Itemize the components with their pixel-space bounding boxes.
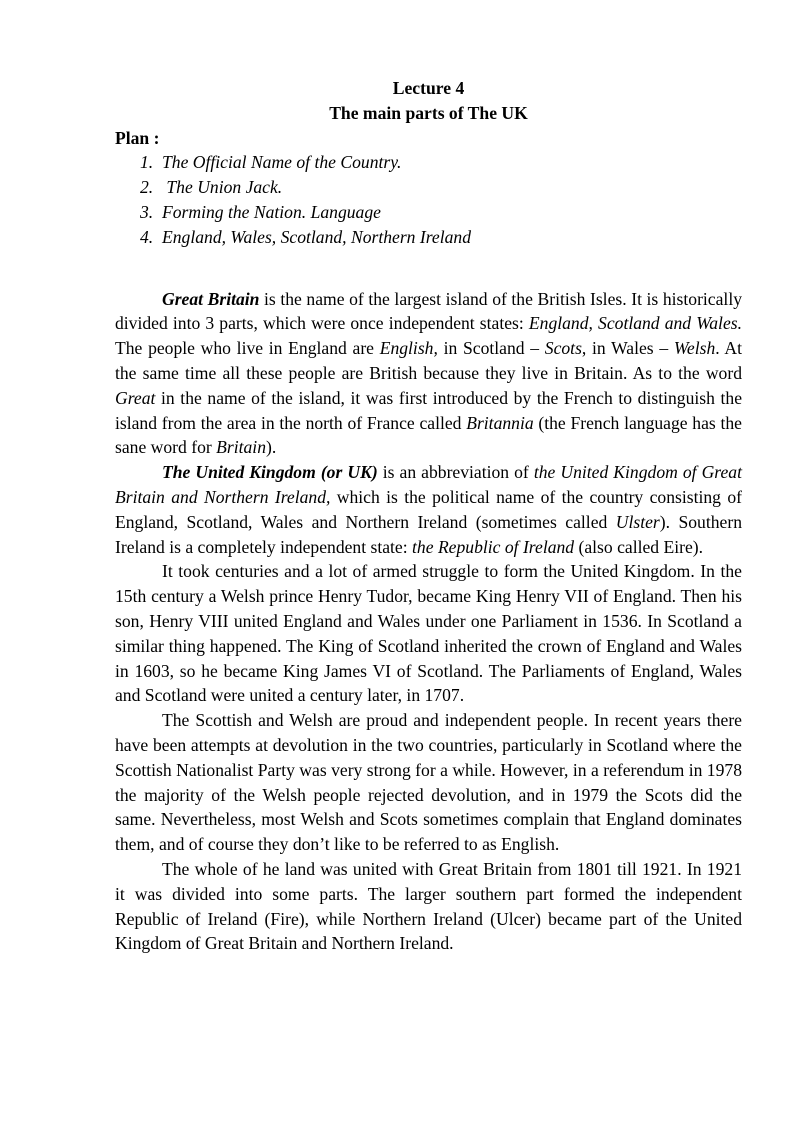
term-united-kingdom: The United Kingdom (or UK) xyxy=(162,462,378,483)
text-segment: The people who live in England are xyxy=(115,338,380,359)
emphasis-segment: the Republic of Ireland xyxy=(412,536,575,557)
paragraph-devolution xyxy=(115,708,742,857)
text-segment: . At the same time all these people are British because they live in Britain. As to the word xyxy=(115,338,742,383)
lecture-title: The main parts of The UK xyxy=(329,102,528,123)
plan-item-number: 2. xyxy=(140,177,154,198)
plan-item xyxy=(115,175,742,200)
plan-label: Plan : xyxy=(115,127,160,148)
plan-item-text: England, Wales, Scotland, Northern Ireland xyxy=(162,226,472,247)
emphasis-segment: Britain xyxy=(216,437,266,458)
text-segment: ). Southern Ireland is a completely independent state: xyxy=(115,511,742,557)
emphasis-segment: Ulster xyxy=(615,511,660,532)
text-segment: (the French language has the sane word for xyxy=(115,412,742,458)
text-segment: is an abbreviation of xyxy=(377,462,534,483)
emphasis-segment: Welsh xyxy=(673,338,716,359)
document-page xyxy=(115,76,742,956)
plan-item-number: 1. xyxy=(140,152,154,173)
text-segment: The Scottish and Welsh are proud and independent people. In recent years there have been attempts at devolution in the two countries, particularly in Scotland where the Scottish Nationalist Party was very strong for a while. However, in a referendum in 1978 the majority of the Welsh people rejected devolution, and in 1979 the Scots did the same. Nevertheless, most Welsh and Scots sometimes complain that England dominates them, and of course they don’t like to be referred to as English. xyxy=(115,710,742,855)
emphasis-segment: English, xyxy=(379,338,438,359)
plan-item-text: The Official Name of the Country. xyxy=(162,152,402,173)
emphasis-segment: Great xyxy=(115,387,156,408)
plan-item-number: 4. xyxy=(140,226,154,247)
plan-item-text: Forming the Nation. Language xyxy=(162,201,381,222)
text-segment: (also called Eire). xyxy=(574,536,704,557)
paragraph-history xyxy=(115,559,742,708)
text-segment: It took centuries and a lot of armed struggle to form the United Kingdom. In the 15th century a Welsh prince Henry Tudor, became King Henry VII of England. Then his son, Henry VIII united England and Wales under one Parliament in 1536. In Scotland a similar thing happened. The King of Scotland inherited the crown of England and Wales in 1603, so he became King James VI of Scotland. The Parliaments of England, Wales and Scotland were united a century later, in 1707. xyxy=(115,561,742,706)
text-segment: is the name of the largest island of the British Isles. It is historically divided into 3 parts, which were once independent states: xyxy=(115,288,743,334)
emphasis-segment: Scots xyxy=(544,338,582,359)
emphasis-segment: the United Kingdom of Great Britain and Northern Ireland, xyxy=(115,462,742,507)
paragraph-great-britain xyxy=(115,287,742,461)
emphasis-segment: Britannia xyxy=(466,412,534,433)
text-segment: which is the political name of the country consisting of England, Scotland, Wales and Northern Ireland (sometimes called xyxy=(115,486,742,532)
text-segment: ). xyxy=(266,437,277,458)
plan-item xyxy=(115,200,742,225)
plan-item xyxy=(115,150,742,175)
plan-item-text: The Union Jack. xyxy=(162,177,283,198)
emphasis-segment: England, Scotland and Wales. xyxy=(528,313,742,334)
plan-list xyxy=(115,150,742,249)
lecture-number: Lecture 4 xyxy=(392,78,465,98)
section-spacer xyxy=(115,250,742,287)
text-segment: in Scotland – xyxy=(437,338,545,359)
text-segment: in the name of the island, it was first introduced by the French to distinguish the island from the area in the north of France called xyxy=(115,387,742,433)
plan-item-number: 3. xyxy=(140,201,154,222)
paragraph-united-kingdom xyxy=(115,460,742,559)
text-segment: The whole of he land was united with Great Britain from 1801 till 1921. In 1921 it was divided into some parts. The larger southern part formed the independent Republic of Ireland (Fire), while Northern Ireland (Ulcer) became part of the United Kingdom of Great Britain and Northern Ireland. xyxy=(115,858,742,954)
paragraph-ireland xyxy=(115,857,742,956)
text-segment: , in Wales – xyxy=(581,338,674,359)
term-great-britain: Great Britain xyxy=(162,288,260,309)
plan-item xyxy=(115,225,742,250)
